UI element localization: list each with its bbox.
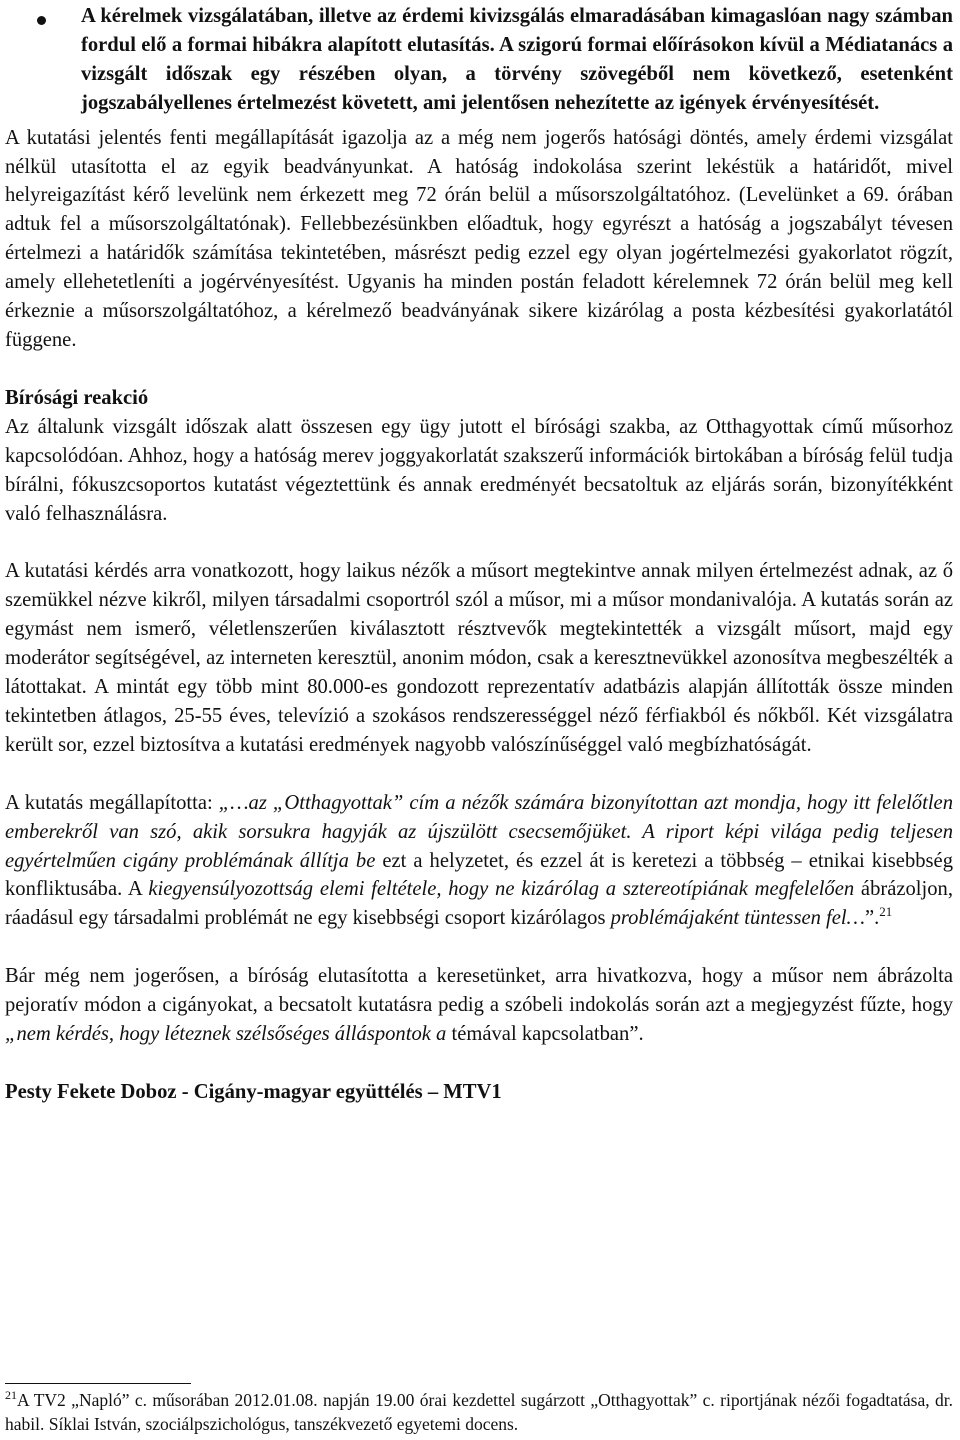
section-heading: Bírósági reakció (5, 386, 149, 409)
court-quote: „nem kérdés, hogy léteznek szélsőséges álláspontok a (5, 1023, 447, 1046)
footnote-divider (5, 1383, 191, 1384)
quote-part-1: „…az „Otthagyottak” cím a nézők számára bizonyítottan azt mondja, hogy itt felelőtlen emberekről van szó, akik sorsukra hagyják az újszülött csecsemőjüket. A riport képi világa pedig teljesen egyértelműen cigány problémának állítja be (5, 791, 953, 872)
footnote (5, 1388, 953, 1436)
paragraph-2: Az általunk vizsgált időszak alatt összesen egy ügy jutott el bírósági szakba, az Otthagyottak című műsorhoz kapcsolódóan. Ahhoz, hogy a hatóság merev joggyakorlatát szakszerű információk birtokában a bíróság felül tudja bírálni, fókuszcsoportos kutatást végeztettünk és annak eredményét becsatoltuk az eljárás során, bizonyítékként való felhasználásra. (5, 415, 953, 525)
quote-part-2: kiegyensúlyozottság elemi feltétele, hogy ne kizárólag a sztereotípiának megfelelően (148, 878, 855, 901)
footnote-text: A TV2 „Napló” c. műsorában 2012.01.08. napján 19.00 órai kezdettel sugárzott „Otthagyottak” c. riportjának nézői fogadtatása, dr. habil. Síklai István, szociálpszichológus, tanszékvezető egyetemi docens. (5, 1390, 953, 1434)
paragraph-5: Bár még nem jogerősen, a bíróság elutasította a keresetünket, arra hivatkozva, hogy a műsor nem ábrázolta pejoratív módon a cigányokat, a becsatolt kutatásra pedig a szóbeli indokolás során azt a megjegyzést fűzte, hogy „nem kérdés, hogy léteznek szélsőséges álláspontok a témával kapcsolatban”. (5, 965, 953, 1046)
footnote-reference[interactable]: 21 (879, 904, 893, 920)
bullet-icon (37, 16, 46, 25)
bullet-paragraph (5, 0, 953, 118)
bullet-text: A kérelmek vizsgálatában, illetve az érdemi kivizsgálás elmaradásában kimagaslóan nagy számban fordul elő a formai hibákra alapított elutasítás. A szigorú formai előírásokon kívül a Médiatanács a vizsgált időszak egy részében olyan, a törvény szövegéből nem következő, esetenként jogszabályellenes értelmezést követett, ami jelentősen nehezítette az igények érvényesítését. (81, 5, 953, 114)
paragraph-1: A kutatási jelentés fenti megállapítását igazolja az a még nem jogerős hatósági döntés, amely érdemi vizsgálat nélkül utasította el az egyik beadványunkat. A hatóság indokolása szerint lekéstük a határidőt, mivel helyreigazítást kérő levelünk nem érkezett meg 72 órán belül a műsorszolgáltatóhoz. (Levelünket a 69. órában adtuk fel a műsorszolgáltatónak). Fellebbezésünkben előadtuk, hogy egyrészt a hatóság a jogszabályt tévesen értelmezi a határidők számítása tekintetében, másrészt pedig ezzel egy olyan jogértelmezési gyakorlatot rögzít, amely ellehetetleníti a jogérvényesítést. Ugyanis ha minden postán feladott kérelemnek 72 órán belül meg kell érkeznie a műsorszolgáltatóhoz, a kérelmező beadványának sikere kizárólag a posta kézbesítési gyakorlatától függene. (5, 126, 953, 351)
quote-part-3: problémájaként tüntessen fel… (610, 907, 865, 930)
footnote-number: 21 (5, 1388, 17, 1403)
section-title: Pesty Fekete Doboz - Cigány-magyar együttélés – MTV1 (5, 1081, 502, 1103)
paragraph-3: A kutatási kérdés arra vonatkozott, hogy laikus nézők a műsort megtekintve annak milyen értelmezést adnak, az ő szemükkel nézve kikről, milyen társadalmi csoportról szól a műsor, mi a műsor mondanivalója. A kutatás során az egymást nem ismerő, véletlenszerűen kiválasztott résztvevők megtekintették a vizsgált műsort, majd egy moderátor segítségével, az interneten keresztül, anonim módon, csak a keresztnevükkel azonosítva megbeszélték a látottakat. A mintát egy több mint 80.000-es gondozott reprezentatív adatbázis alapján állították össze minden tekintetben átlagos, 25-55 éves, televízió a szokásos rendszerességgel néző férfiakból és nőkből. Két vizsgálatra került sor, ezzel biztosítva a kutatási eredmények nagyobb valószínűséggel való megbízhatóságát. (5, 560, 953, 756)
paragraph-4: A kutatás megállapította: „…az „Otthagyottak” cím a nézők számára bizonyítottan azt mondja, hogy itt felelőtlen emberekről van szó, akik sorsukra hagyják az újszülött csecsemőjüket. A riport képi világa pedig teljesen egyértelműen cigány problémának állítja be ezt a helyzetet, és ezzel át is keretezi a többség – etnikai kisebbség konfliktusába. A kiegyensúlyozottság elemi feltétele, hogy ne kizárólag a sztereotípiának megfelelően ábrázoljon, ráadásul egy társadalmi problémát ne egy kisebbségi csoport kizárólagos problémájaként tüntessen fel…”.$^{21}$ (5, 791, 953, 930)
